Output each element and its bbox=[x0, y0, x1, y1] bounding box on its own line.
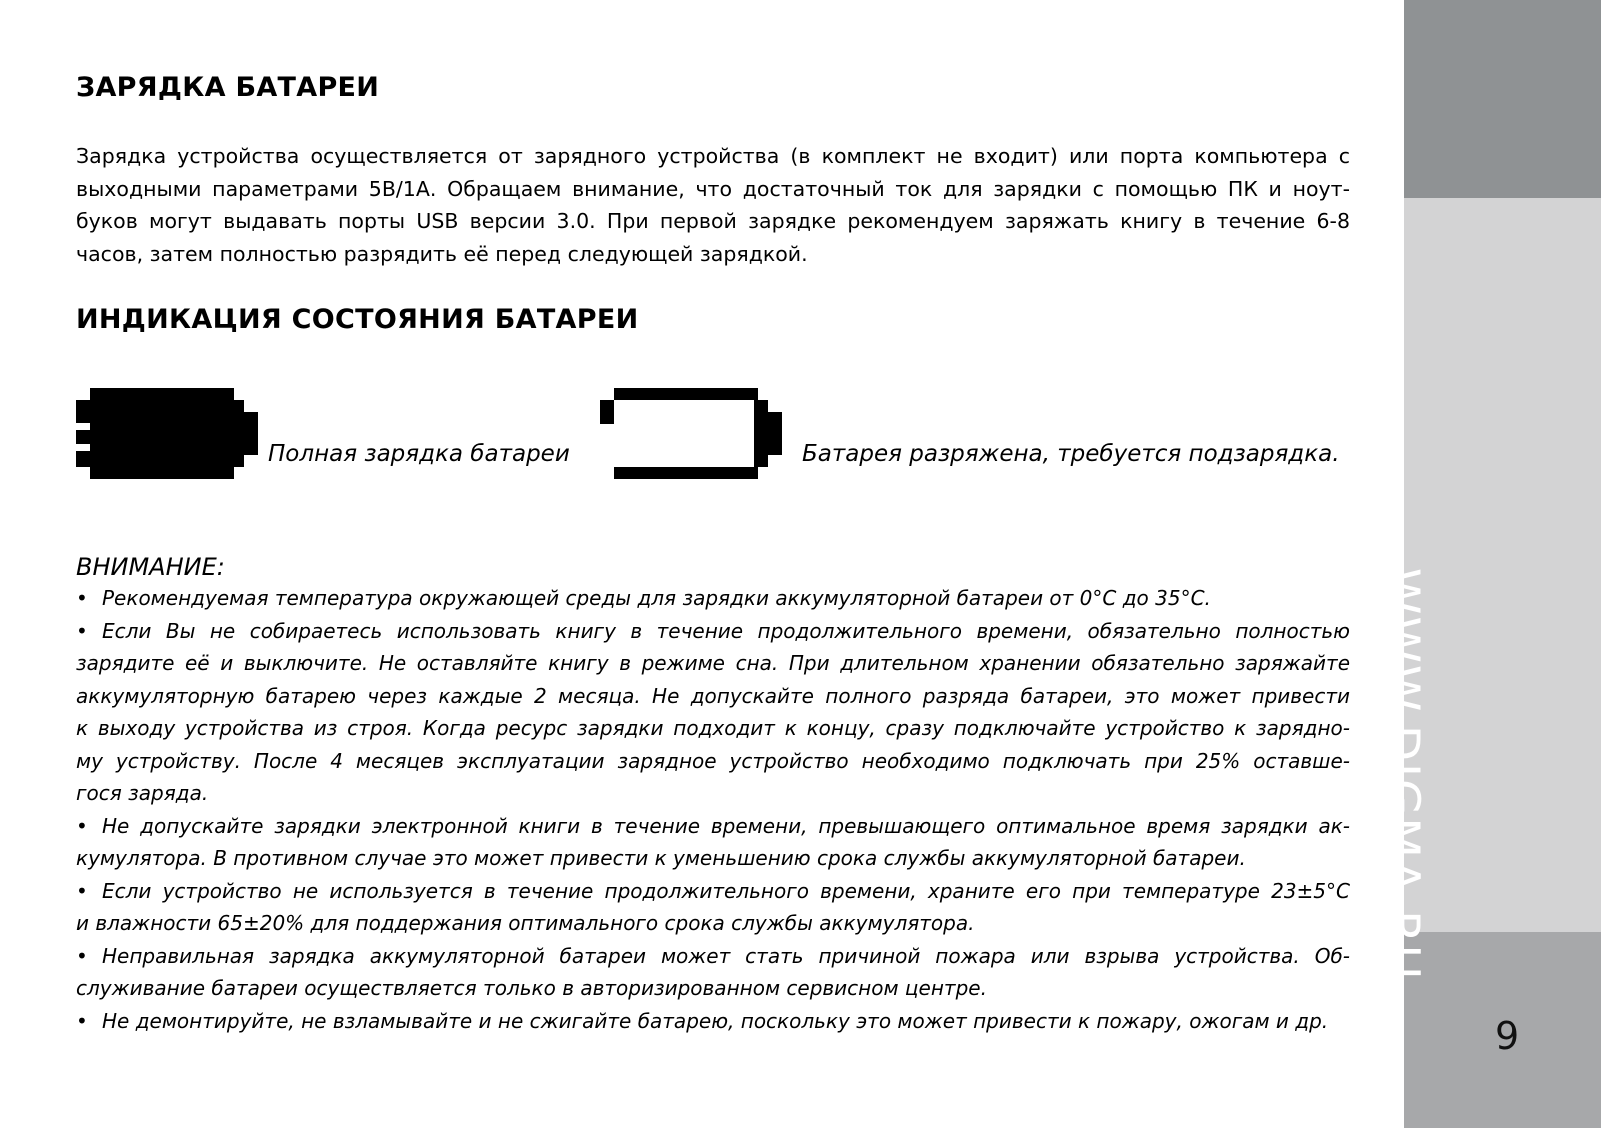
charging-line: Зарядка устройства осуществляется от зарядного устройства (в комплект не входит) или порта компьютера с bbox=[76, 144, 1350, 168]
charging-heading: ЗАРЯДКА БАТАРЕИ bbox=[76, 72, 380, 103]
warning-line: кумулятора. В противном случае это может привести к уменьшению срока службы аккумуляторной батареи. bbox=[76, 846, 1246, 870]
charging-paragraph bbox=[76, 140, 1350, 270]
bullet-icon: • bbox=[76, 618, 88, 643]
battery-empty-caption: Батарея разряжена, требуется подзарядка. bbox=[802, 441, 1340, 467]
warning-text: Неправильная зарядка аккумуляторной батареи может стать причиной пожара или взрыва устройства. Об- bbox=[102, 943, 1350, 968]
warning-line: гося заряда. bbox=[76, 781, 209, 805]
warning-line bbox=[76, 582, 1350, 615]
warning-text: Рекомендуемая температура окружающей среды для зарядки аккумуляторной батареи от 0°С до 35°С. bbox=[102, 586, 1211, 610]
warning-text: Не допускайте зарядки электронной книги в течение времени, превышающего оптимальное время зарядки ак- bbox=[102, 813, 1350, 838]
bullet-icon: • bbox=[76, 813, 88, 838]
warning-line bbox=[76, 615, 1350, 648]
bullet-icon: • bbox=[76, 943, 88, 968]
warning-text: Если Вы не собираетесь использовать книгу в течение продолжительного времени, обязательно полностью bbox=[102, 618, 1350, 643]
warning-text: Не демонтируйте, не взламывайте и не сжигайте батарею, поскольку это может привести к пожару, ожогам и др. bbox=[102, 1008, 1329, 1033]
bullet-icon: • bbox=[76, 586, 88, 610]
bullet-icon: • bbox=[76, 878, 88, 903]
charging-line: часов, затем полностью разрядить её перед следующей зарядкой. bbox=[76, 241, 808, 266]
charging-line: выходными параметрами 5В/1А. Обращаем внимание, что достаточный ток для зарядки с помощью ПК и ноут- bbox=[76, 176, 1350, 201]
warning-line bbox=[76, 1005, 1350, 1038]
sidebar-middle-block bbox=[1404, 198, 1601, 932]
indication-heading: ИНДИКАЦИЯ СОСТОЯНИЯ БАТАРЕИ bbox=[76, 304, 639, 335]
warning-line: и влажности 65±20% для поддержания оптимального срока службы аккумулятора. bbox=[76, 911, 975, 935]
warning-line: служивание батареи осуществляется только в авторизированном сервисном центре. bbox=[76, 976, 987, 1000]
warning-line: зарядите её и выключите. Не оставляйте книгу в режиме сна. При длительном хранении обязательно заряжайте bbox=[76, 651, 1350, 675]
warning-line: аккумуляторную батарею через каждые 2 месяца. Не допускайте полного разряда батареи, это может привести bbox=[76, 683, 1350, 708]
warning-line: му устройству. После 4 месяцев эксплуатации зарядное устройство необходимо подключать при 25% оставше- bbox=[76, 748, 1350, 773]
battery-full-caption: Полная зарядка батареи bbox=[268, 441, 570, 467]
charging-line: буков могут выдавать порты USB версии 3.0. При первой зарядке рекомендуем заряжать книгу в течение 6-8 bbox=[76, 209, 1350, 233]
bullet-icon: • bbox=[76, 1008, 88, 1033]
warning-title: ВНИМАНИЕ: bbox=[76, 553, 225, 581]
warning-line bbox=[76, 940, 1350, 973]
battery-empty-icon bbox=[600, 388, 782, 479]
warning-line bbox=[76, 875, 1350, 908]
battery-full-icon bbox=[76, 388, 258, 479]
page-number: 9 bbox=[1495, 1014, 1520, 1058]
website-url-text: WWW.DIGMA.RU bbox=[1374, 568, 1429, 982]
warning-text: Если устройство не используется в течение продолжительного времени, храните его при температуре 23±5°С bbox=[102, 878, 1350, 903]
sidebar-top-block bbox=[1404, 0, 1601, 198]
warning-block bbox=[76, 550, 1350, 1037]
warning-line bbox=[76, 810, 1350, 843]
warning-line: к выходу устройства из строя. Когда ресурс зарядки подходит к концу, сразу подключайте устройство к зарядно- bbox=[76, 716, 1350, 740]
